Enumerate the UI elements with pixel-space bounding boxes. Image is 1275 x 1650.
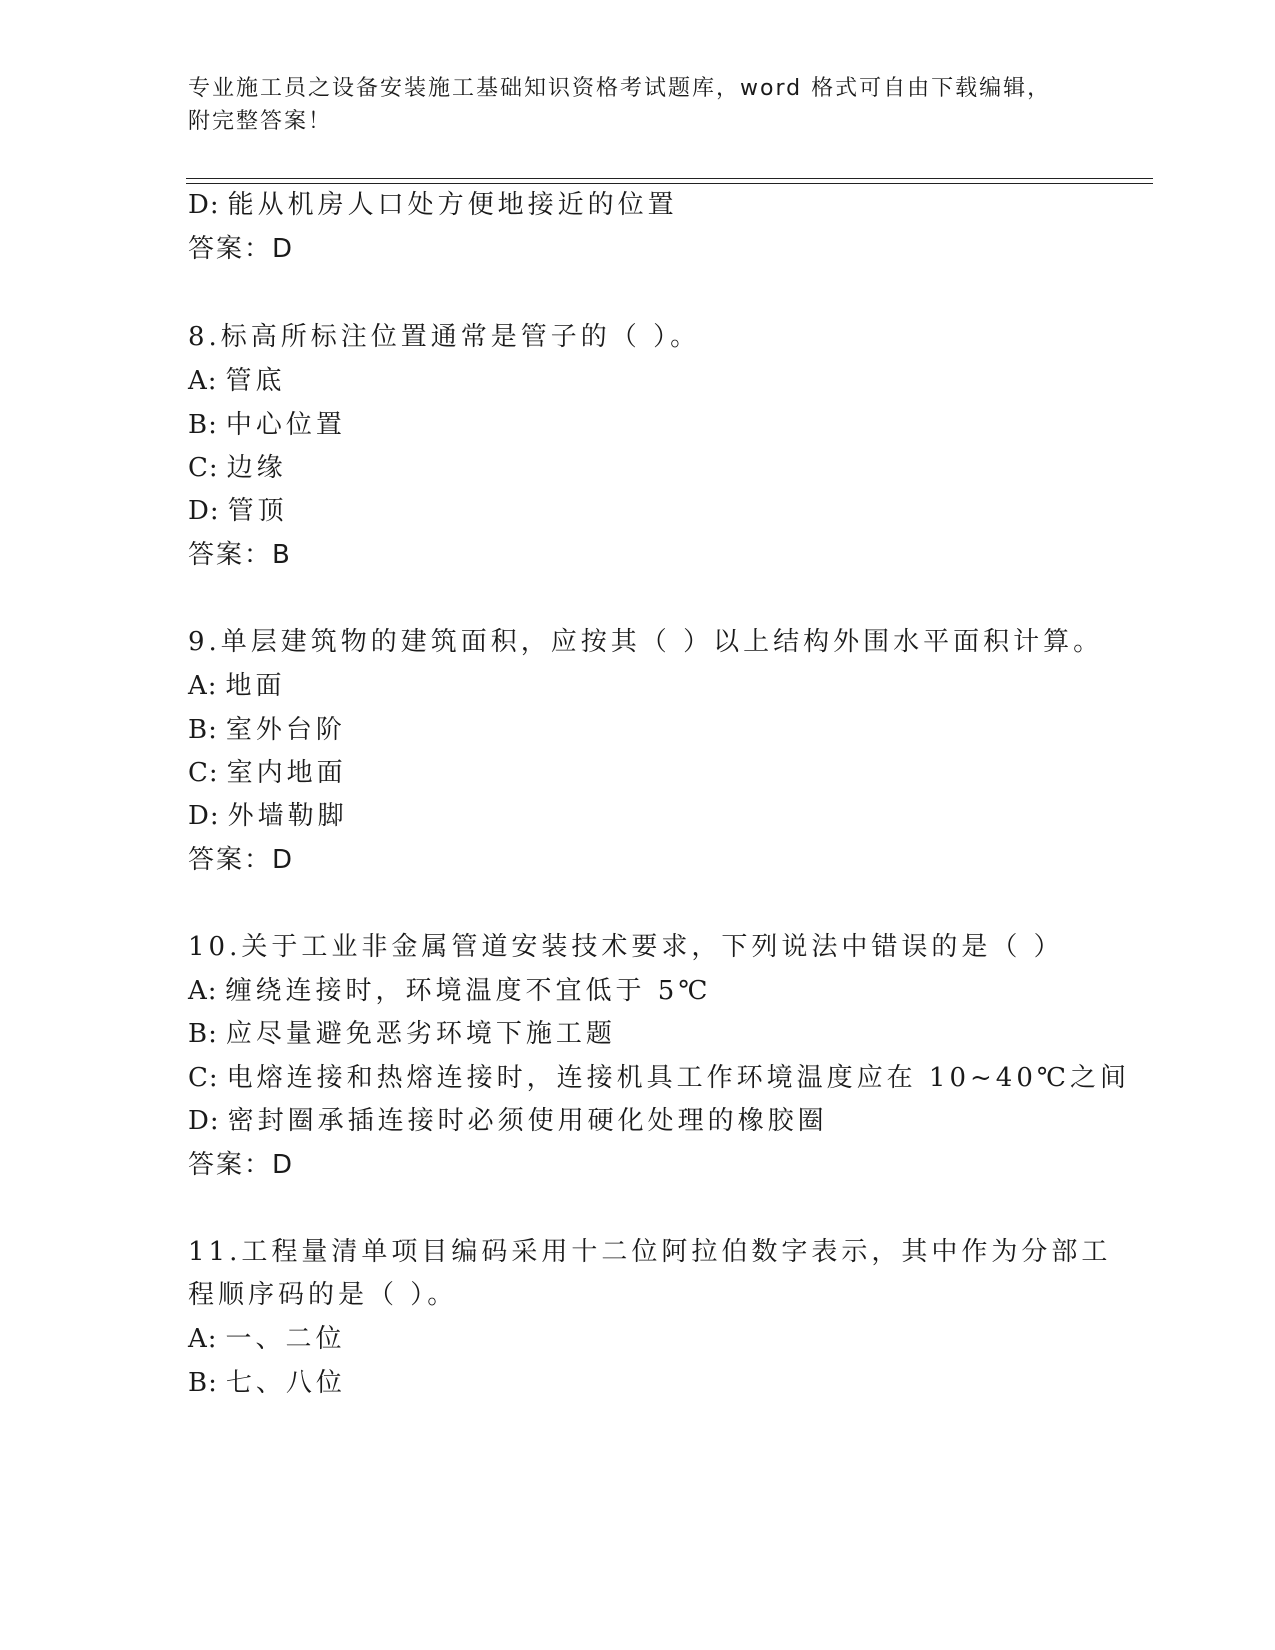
- q8-option-c: C: 边缘: [188, 453, 287, 483]
- q8-option-d: D: 管顶: [188, 496, 288, 526]
- q11-option-b: B: 七、八位: [188, 1368, 346, 1398]
- q11-stem-line-2: 程顺序码的是（ ）。: [188, 1280, 458, 1310]
- header-divider-bottom: [186, 183, 1153, 184]
- q10-option-a: A: 缠绕连接时，环境温度不宜低于 5℃: [188, 976, 712, 1006]
- q8-option-a: A: 管底: [188, 366, 286, 396]
- q8-answer: 答案：B: [188, 540, 292, 570]
- q11-option-a: A: 一、二位: [188, 1324, 346, 1354]
- prev-answer: 答案：D: [188, 234, 295, 264]
- q9-option-a: A: 地面: [188, 671, 286, 701]
- header-divider-top: [186, 178, 1153, 179]
- q9-option-b: B: 室外台阶: [188, 715, 346, 745]
- q9-option-c: C: 室内地面: [188, 758, 347, 788]
- q10-option-c: C: 电熔连接和热熔连接时，连接机具工作环境温度应在 10~40℃之间: [188, 1063, 1130, 1093]
- q9-stem: 9.单层建筑物的建筑面积，应按其（ ）以上结构外围水平面积计算。: [188, 627, 1104, 657]
- q10-option-d: D: 密封圈承插连接时必须使用硬化处理的橡胶圈: [188, 1106, 828, 1136]
- q10-option-b: B: 应尽量避免恶劣环境下施工题: [188, 1019, 616, 1049]
- document-header: [188, 72, 1088, 138]
- q8-option-b: B: 中心位置: [188, 410, 346, 440]
- header-line-2: 附完整答案！: [188, 109, 333, 134]
- q8-stem: 8.标高所标注位置通常是管子的（ ）。: [188, 322, 701, 352]
- q9-option-d: D: 外墙勒脚: [188, 801, 348, 831]
- q10-answer: 答案：D: [188, 1150, 295, 1180]
- prev-option-d: D: 能从机房人口处方便地接近的位置: [188, 190, 678, 220]
- q9-answer: 答案：D: [188, 845, 295, 875]
- q10-stem: 10.关于工业非金属管道安装技术要求，下列说法中错误的是（ ）: [188, 932, 1064, 962]
- q11-stem-line-1: 11.工程量清单项目编码采用十二位阿拉伯数字表示，其中作为分部工: [188, 1237, 1112, 1267]
- header-line-1: 专业施工员之设备安装施工基础知识资格考试题库，word 格式可自由下载编辑，: [188, 76, 1052, 101]
